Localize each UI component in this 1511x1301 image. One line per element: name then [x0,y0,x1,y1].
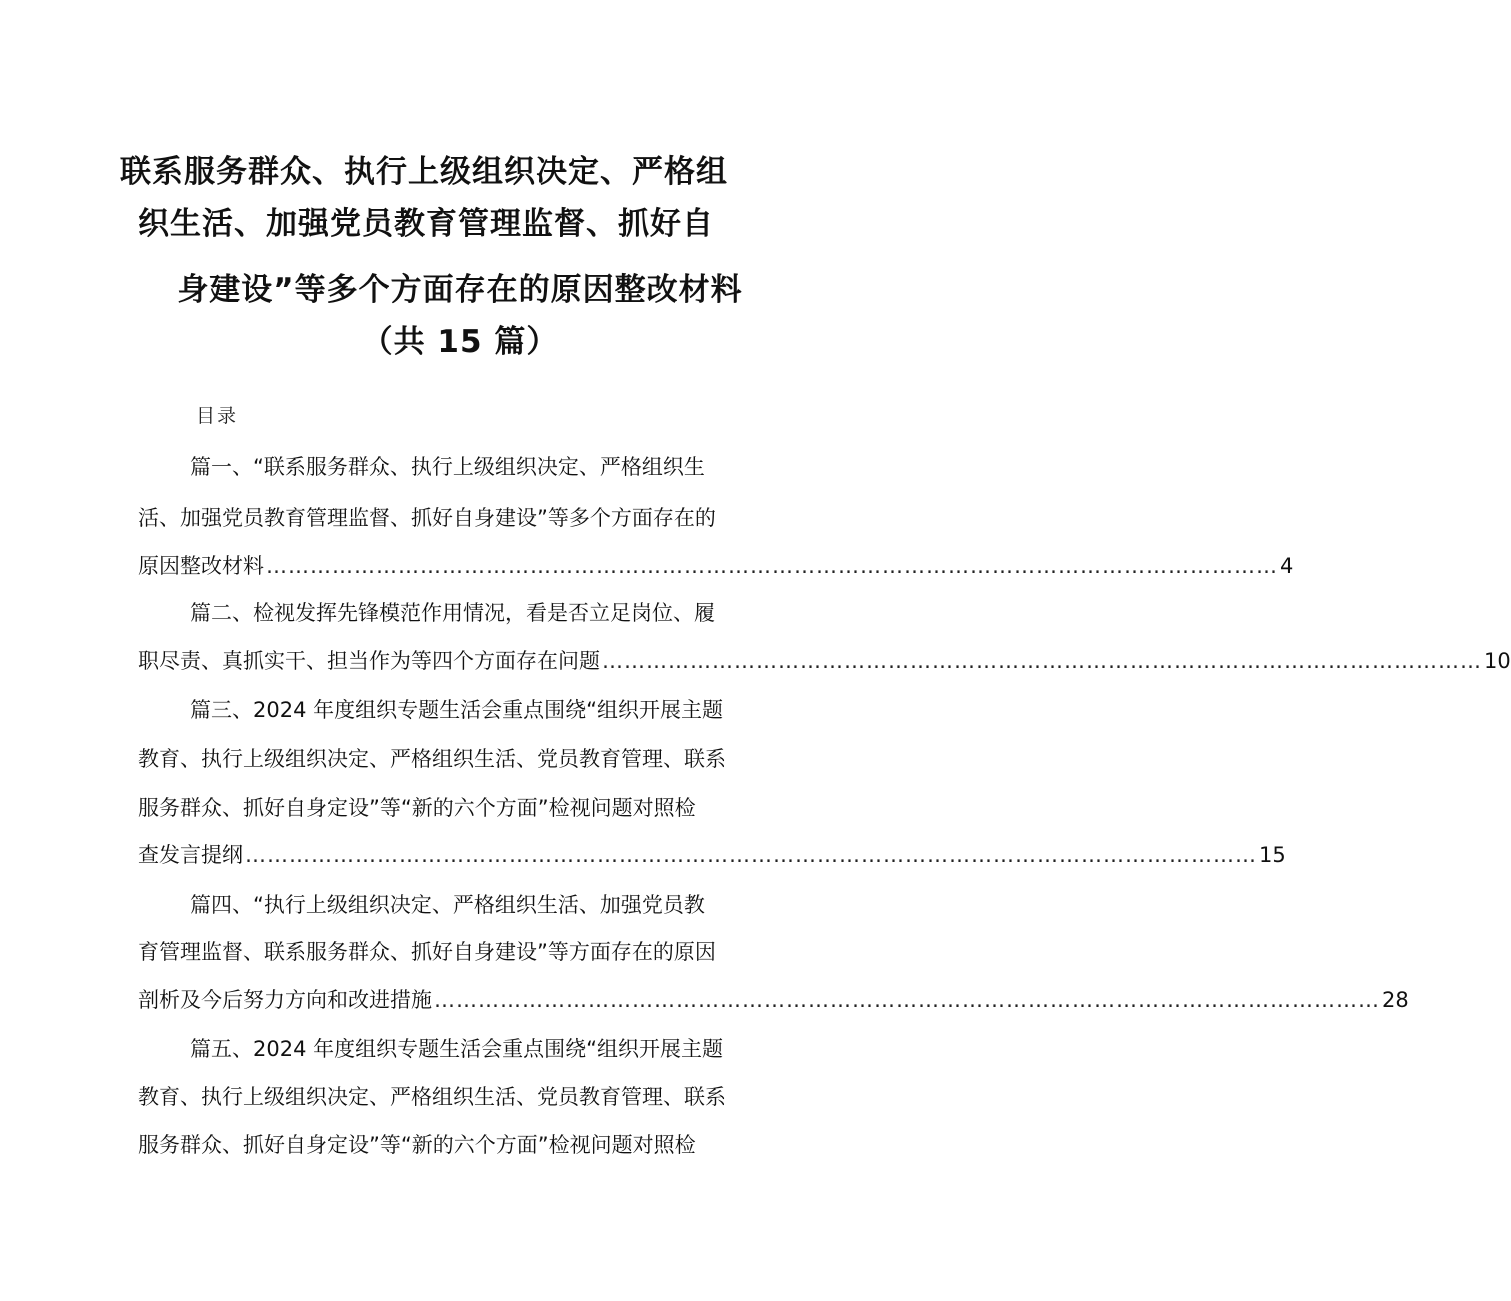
toc-entry-3-text: 查发言提纲 [138,843,243,867]
toc-entry-3-line-2[interactable]: 教育、执行上级组织决定、严格组织生活、党员教育管理、联系 [138,747,726,771]
toc-entry-2-text: 职尽责、真抓实干、担当作为等四个方面存在问题 [138,649,600,673]
toc-entry-3-last-line[interactable] [138,840,1286,870]
toc-entry-3-page: 15 [1259,843,1286,867]
toc-entry-5-line-3[interactable]: 服务群众、抓好自身定设”等“新的六个方面”检视问题对照检 [138,1133,696,1157]
toc-entry-2-page: 10 [1484,649,1511,673]
toc-entry-4-line-1[interactable]: 篇四、“执行上级组织决定、严格组织生活、加强党员教 [190,893,705,917]
toc-entry-4-text: 剖析及今后努力方向和改进措施 [138,988,432,1012]
document-title-line-4: （共 15 篇） [361,324,559,360]
toc-leader-dots: ………………………………………………………………………………………………………………………… [266,554,1278,578]
document-title-line-3: 身建设”等多个方面存在的原因整改材料 [177,272,743,308]
toc-entry-4-page: 28 [1382,988,1409,1012]
toc-entry-1-line-2[interactable]: 活、加强党员教育管理监督、抓好自身建设”等多个方面存在的 [138,506,716,530]
toc-entry-2-line-1[interactable]: 篇二、检视发挥先锋模范作用情况，看是否立足岗位、履 [190,601,715,625]
toc-leader-dots: ………………………………………………………………………………………………………………………… [245,843,1257,867]
toc-entry-5-line-1[interactable]: 篇五、2024 年度组织专题生活会重点围绕“组织开展主题 [190,1037,723,1061]
toc-entry-1-page: 4 [1280,554,1294,578]
toc-entry-3-line-1[interactable]: 篇三、2024 年度组织专题生活会重点围绕“组织开展主题 [190,698,723,722]
toc-entry-4-line-2[interactable]: 育管理监督、联系服务群众、抓好自身建设”等方面存在的原因 [138,940,716,964]
toc-entry-3-line-3[interactable]: 服务群众、抓好自身定设”等“新的六个方面”检视问题对照检 [138,796,696,820]
toc-entry-1-text: 原因整改材料 [138,554,264,578]
toc-label: 目录 [196,405,239,427]
toc-entry-4-last-line[interactable] [138,985,1409,1015]
toc-leader-dots: ………………………………………………………………………………………………………………… [434,988,1380,1012]
toc-entry-2-last-line[interactable] [138,646,1511,676]
document-title-line-2: 织生活、加强党员教育管理监督、抓好自 [138,206,714,242]
toc-entry-1-line-1[interactable]: 篇一、“联系服务群众、执行上级组织决定、严格组织生 [190,455,705,479]
document-title-line-1: 联系服务群众、执行上级组织决定、严格组 [120,154,728,190]
toc-leader-dots: ………………………………………………………………………………………………………… [602,649,1482,673]
toc-entry-1-last-line[interactable] [138,551,1294,581]
toc-entry-5-line-2[interactable]: 教育、执行上级组织决定、严格组织生活、党员教育管理、联系 [138,1085,726,1109]
